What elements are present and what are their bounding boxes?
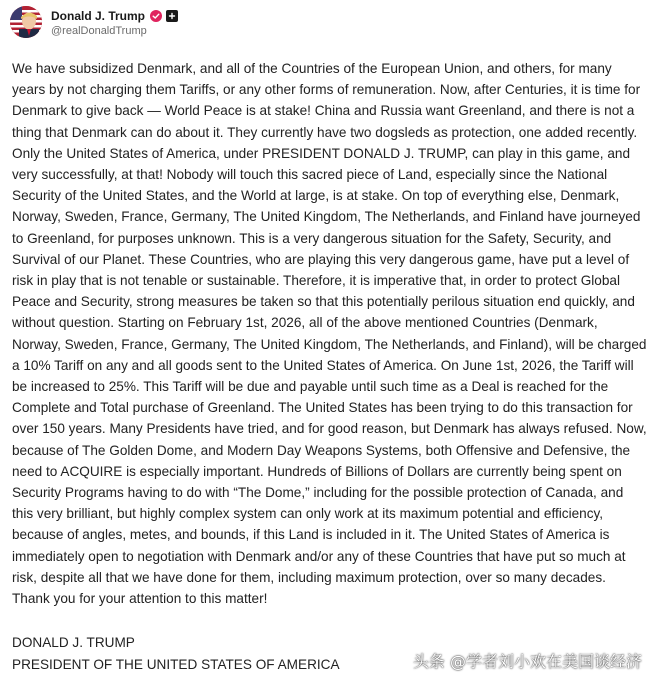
signature-title: PRESIDENT OF THE UNITED STATES OF AMERICA [12, 657, 340, 672]
watermark-text: 头条 @学者刘小欢在美国谈经济 [412, 652, 642, 671]
avatar-image [10, 6, 42, 38]
profile-photo-icon[interactable] [10, 6, 42, 38]
verified-badge-icon [150, 10, 162, 22]
author-name-row [51, 7, 178, 24]
author-handle[interactable]: @realDonaldTrump [51, 25, 147, 37]
signature-name: DONALD J. TRUMP [12, 635, 135, 650]
plus-square-icon[interactable] [166, 10, 178, 22]
post-signature [12, 632, 340, 676]
author-display-name[interactable]: Donald J. Trump [51, 8, 146, 23]
author-identity [51, 7, 178, 37]
post-body-text: We have subsidized Denmark, and all of the Countries of the European Union, and others, for many years by not charging them Tariffs, or any other forms of remuneration. Now, after Centuries, it is time for Denmark to give back — World Peace is at stake! China and Russia want Greenland, and there is not a thing that Denmark can do about it. They currently have two dogsleds as protection, one added recently. Only the United States of America, under PRESIDENT DONALD J. TRUMP, can play in this game, and very successfully, at that! Nobody will touch this sacred piece of Land, especially since the National Security of the United States, and the World at large, is at stake. On top of everything else, Denmark, Norway, Sweden, France, Germany, The United Kingdom, The Netherlands, and Finland have journeyed to Greenland, for purposes unknown. This is a very dangerous situation for the Safety, Security, and Survival of our Planet. These Countries, who are playing this very dangerous game, have put a level of risk in play that is not tenable or sustainable. Therefore, it is imperative that, in order to protect Global Peace and Security, strong measures be taken so that this potentially perilous situation end quickly, and without question. Starting on February 1st, 2026, all of the above mentioned Countries (Denmark, Norway, Sweden, France, Germany, The United Kingdom, The Netherlands, and Finland), will be charged a 10% Tariff on any and all goods sent to the United States of America. On June 1st, 2026, the Tariff will be increased to 25%. This Tariff will be due and payable until such time as a Deal is reached for the Complete and Total purchase of Greenland. The United States has been trying to do this transaction for over 150 years. Many Presidents have tried, and for good reason, but Denmark has always refused. Now, because of The Golden Dome, and Modern Day Weapons Systems, both Offensive and Defensive, the need to ACQUIRE is especially important. Hundreds of Billions of Dollars are currently being spent on Security Programs having to do with “The Dome,” including for the possible protection of Canada, and this very brilliant, but highly complex system can only work at its maximum potential and efficiency, because of angles, metes, and bounds, if this Land is included in it. The United States of America is immediately open to negotiation with Denmark and/or any of these Countries that have put so much at risk, despite all that we have done for them, including maximum protection, over so many decades. Thank you for your attention to this matter! [12, 61, 647, 607]
post-header [10, 6, 178, 38]
